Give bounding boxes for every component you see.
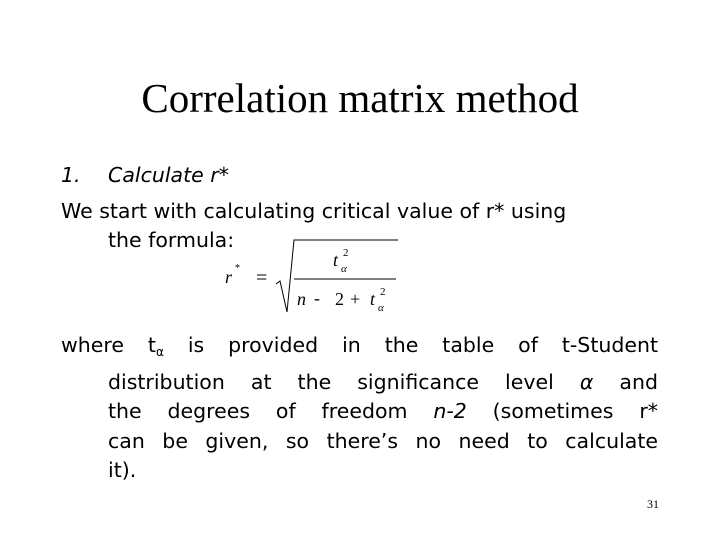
- degrees-text: the degrees of freedom: [108, 399, 434, 423]
- explanation-line-4: can be given, so there’s no need to calculate: [108, 428, 658, 453]
- denominator-t: t: [370, 289, 376, 309]
- alpha-subscript: α: [155, 345, 164, 359]
- explanation-paragraph: [61, 331, 658, 486]
- intro-line-2: the formula:: [108, 228, 235, 252]
- formula-lhs: r: [225, 267, 233, 287]
- sometimes-text: (sometimes r*: [466, 399, 658, 423]
- denominator-minus: -: [314, 288, 320, 308]
- denominator-n: n: [297, 289, 306, 309]
- denominator-two: 2: [335, 289, 344, 309]
- denominator-sub: α: [378, 302, 384, 314]
- denominator-sup: 2: [380, 286, 386, 298]
- formula-lhs-star: *: [235, 263, 240, 274]
- critical-r-formula: [222, 236, 407, 320]
- where-t-text: where t: [61, 333, 156, 357]
- slide-title: Correlation matrix method: [141, 75, 579, 121]
- numerator-t: t: [333, 250, 339, 270]
- degrees-of-freedom-value: n-2: [433, 399, 467, 423]
- numerator-sub: α: [341, 263, 347, 275]
- page-number: 31: [647, 497, 659, 511]
- explanation-line-5: it).: [108, 458, 137, 482]
- explanation-line-1: [61, 331, 658, 368]
- explanation-line-2: [61, 368, 658, 398]
- numerator-sup: 2: [343, 247, 349, 259]
- significance-text: distribution at the significance level: [108, 369, 580, 394]
- denominator-plus: +: [350, 289, 361, 309]
- and-text: and: [593, 369, 658, 394]
- explanation-line-1-rest: is provided in the table of t-Student: [163, 333, 659, 357]
- intro-line-1: We start with calculating critical value of r* using: [61, 199, 567, 223]
- step-label: Calculate r*: [108, 163, 229, 187]
- step-heading: [61, 163, 229, 187]
- formula-equals: =: [256, 267, 268, 289]
- alpha-symbol: α: [579, 369, 594, 394]
- step-number: 1.: [61, 163, 81, 187]
- explanation-line-3: [61, 397, 658, 427]
